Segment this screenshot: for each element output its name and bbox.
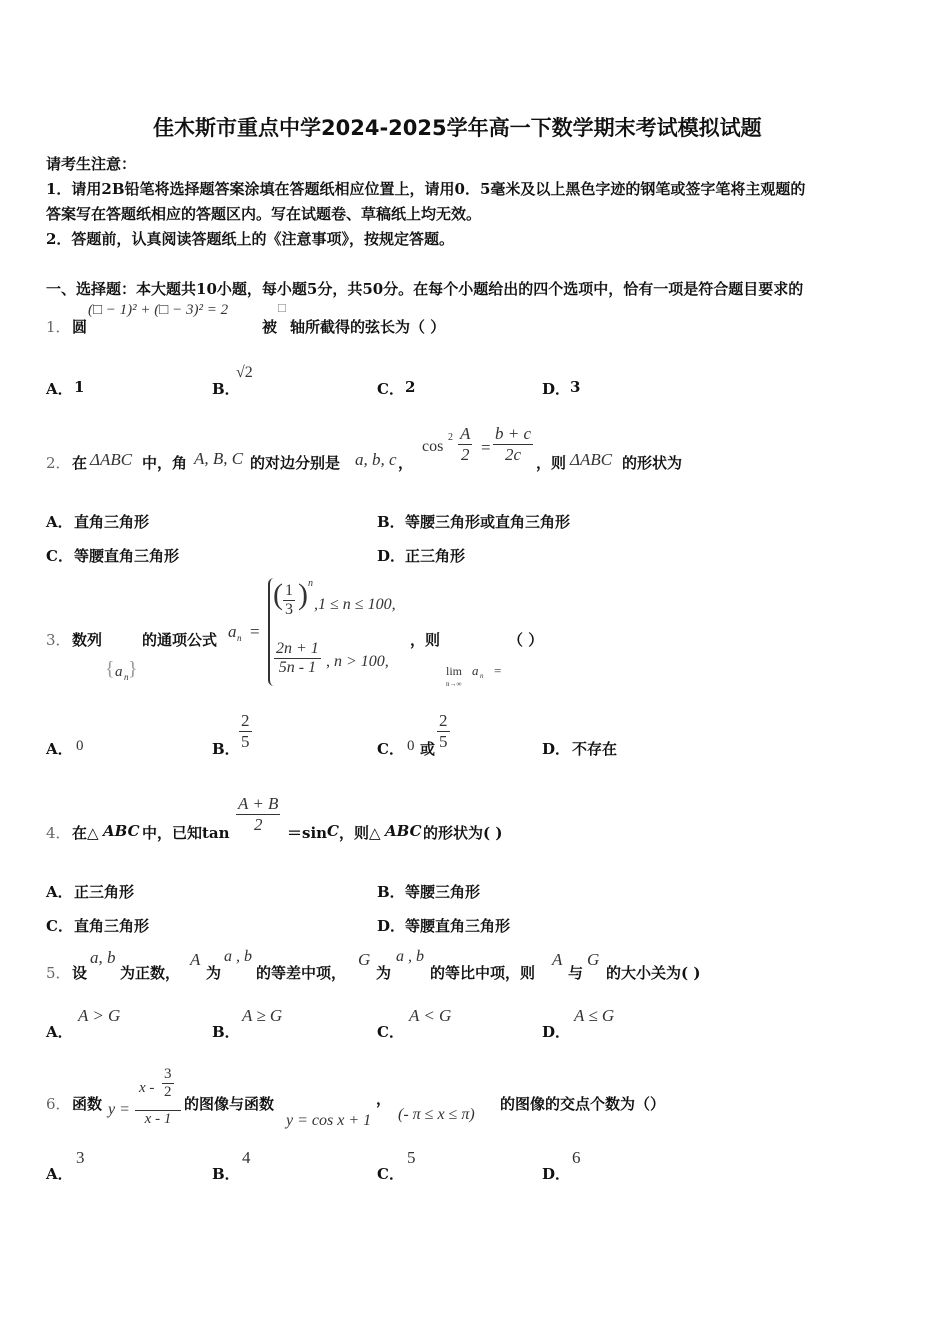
section-heading: 一、选择题：本大题共10小题，每小题5分，共50分。在每个小题给出的四个选项中，恰有一项是符合题目要求的 — [46, 280, 804, 298]
question-number: 3． — [46, 631, 71, 649]
domain-range: (- π ≤ x ≤ π) — [398, 1106, 475, 1123]
question-text: ＝sin — [287, 824, 328, 842]
option-b-label[interactable]: B． — [377, 883, 405, 901]
question-text: ， — [376, 1090, 392, 1108]
numerator: 2 — [439, 711, 448, 730]
exponent: 2 — [448, 432, 453, 443]
question-text: 在△ — [72, 824, 99, 842]
condition-1: ,1 ≤ n ≤ 100, — [314, 596, 396, 613]
option-a-label[interactable]: A． — [46, 740, 73, 758]
option-c-value — [437, 711, 450, 752]
option-a-value: 3 — [76, 1148, 85, 1167]
question-text: 的等比中项，则 — [430, 964, 536, 982]
numerator: 1 — [285, 582, 293, 599]
question-text: ，则△ — [339, 824, 381, 842]
variables-ab: a , b — [224, 948, 252, 965]
equals-sign: = — [250, 622, 260, 641]
question-text: 在 — [72, 454, 88, 472]
left-brace: { — [105, 658, 115, 680]
option-c-label[interactable]: C． — [46, 917, 73, 935]
page-title: 佳木斯市重点中学2024-2025学年高一下数学期末考试模拟试题 — [153, 116, 762, 140]
question-number: 4． — [46, 824, 71, 842]
question-number: 1． — [46, 318, 71, 336]
question-text: ，则 — [536, 454, 567, 472]
angles: A, B, C — [194, 449, 244, 468]
fraction-a-half — [458, 424, 472, 465]
option-d-value: 3 — [570, 378, 581, 396]
condition-2: , n > 100, — [326, 653, 389, 670]
limit-term: a — [472, 663, 479, 678]
question-text: 圆 — [72, 318, 88, 336]
option-d-label[interactable]: D． — [542, 1165, 571, 1183]
option-a-label[interactable]: A． — [46, 1165, 73, 1183]
option-c-label[interactable]: C． — [46, 547, 73, 565]
variables-ab: a, b — [90, 948, 116, 967]
question-number: 5． — [46, 964, 71, 982]
question-text: 与 — [568, 964, 584, 982]
option-c-label[interactable]: C． — [377, 740, 404, 758]
option-d-value: 正三角形 — [405, 547, 466, 565]
option-b-value: 等腰三角形或直角三角形 — [405, 513, 571, 531]
angle-c: C — [327, 822, 339, 840]
option-a-label[interactable]: A． — [46, 513, 73, 531]
notice-line-1a: 1．请用2B铅笔将选择题答案涂填在答题纸相应位置上，请用0．5毫米及以上黑色字迹的钢笔或签字笔将主观题的 — [46, 180, 806, 198]
function-fraction — [135, 1066, 181, 1128]
question-text: ， — [398, 454, 414, 472]
option-d-value: 6 — [572, 1148, 581, 1167]
numerator: A + B — [238, 794, 279, 813]
sides: a, b, c — [355, 450, 397, 469]
denominator: 3 — [285, 601, 293, 618]
notice-heading: 请考生注意： — [46, 155, 137, 173]
denominator: 5n - 1 — [274, 658, 321, 677]
option-d-label[interactable]: D． — [542, 380, 571, 398]
question-text: 设 — [72, 964, 88, 982]
option-c-label[interactable]: C． — [377, 1023, 404, 1041]
notice-line-2: 2．答题前，认真阅读答题纸上的《注意事项》，按规定答题。 — [46, 230, 454, 248]
subscript: n — [124, 672, 129, 682]
option-a-label[interactable]: A． — [46, 1023, 73, 1041]
option-b-label[interactable]: B． — [212, 380, 240, 398]
numerator — [135, 1066, 181, 1111]
question-text: 的图像与函数 — [184, 1095, 275, 1113]
option-a-value: 0 — [76, 738, 84, 754]
option-b-value: A ≥ G — [242, 1006, 283, 1025]
variable-a: A — [190, 950, 201, 969]
equals-sign: = — [494, 663, 502, 678]
fraction-bc — [493, 424, 533, 465]
subscript: n — [480, 672, 484, 680]
answer-paren: （ ） — [508, 631, 544, 649]
denominator: 2c — [493, 444, 533, 465]
triangle-name: ΔABC — [570, 450, 613, 469]
option-b-label[interactable]: B． — [212, 1165, 240, 1183]
option-c-or: 或 — [420, 740, 436, 758]
fraction-one-third — [283, 582, 295, 619]
notice-line-1b: 答案写在答题纸相应的答题区内。写在试题卷、草稿纸上均无效。 — [46, 205, 482, 223]
triangle-name: ABC — [103, 822, 140, 840]
option-d-label[interactable]: D． — [377, 547, 406, 565]
option-a-value: 1 — [74, 378, 85, 396]
question-text: 中，角 — [142, 454, 188, 472]
option-b-value — [239, 711, 252, 752]
option-b-value: 等腰三角形 — [405, 883, 481, 901]
question-text: ，则 — [410, 631, 441, 649]
denominator: 5 — [439, 732, 448, 751]
function-g: y = cos x + 1 — [286, 1112, 372, 1129]
option-c-label[interactable]: C． — [377, 1165, 404, 1183]
option-b-value: √2 — [236, 364, 253, 381]
fraction-three-halves — [162, 1066, 174, 1101]
question-text: 的对边分别是 — [250, 454, 341, 472]
variable-g: G — [358, 950, 371, 969]
left-paren: ( — [273, 578, 283, 611]
question-text: 的形状为( ) — [423, 824, 503, 842]
variable-g: G — [587, 950, 600, 969]
right-paren: ) — [298, 578, 308, 611]
exponent: n — [308, 578, 313, 589]
option-c-zero: 0 — [407, 738, 415, 754]
option-c-value: A < G — [409, 1006, 452, 1025]
option-c-value: 5 — [407, 1148, 416, 1167]
option-d-label[interactable]: D． — [542, 740, 571, 758]
question-text: 为正数， — [120, 964, 181, 982]
option-d-value: 等腰直角三角形 — [405, 917, 511, 935]
question-text: 数列 — [72, 631, 103, 649]
numerator: 2 — [241, 711, 250, 730]
denominator: 2 — [236, 814, 280, 835]
question-text: 函数 — [72, 1095, 103, 1113]
cos-symbol: cos — [422, 438, 444, 455]
option-d-label[interactable]: D． — [377, 917, 406, 935]
numerator: 3 — [164, 1066, 172, 1082]
option-b-value: 4 — [242, 1148, 251, 1167]
triangle-name: ΔABC — [90, 450, 133, 469]
triangle-name: ABC — [385, 822, 422, 840]
option-b-label[interactable]: B． — [212, 1023, 240, 1041]
fraction-a-plus-b — [236, 794, 280, 835]
denominator: x - 1 — [144, 1111, 172, 1127]
option-b-label[interactable]: B． — [212, 740, 240, 758]
question-text: 为 — [376, 964, 392, 982]
question-text: 被 — [262, 318, 278, 336]
question-text: 轴所截得的弦长为（ ） — [290, 318, 446, 336]
denominator: 2 — [458, 444, 472, 465]
question-text: 的图像的交点个数为（） — [500, 1095, 666, 1113]
subscript: n — [237, 633, 242, 643]
general-term: a — [228, 622, 237, 641]
question-number: 2． — [46, 454, 71, 472]
question-text: 的等差中项， — [256, 964, 347, 982]
circle-equation: (□ − 1)² + (□ − 3)² = 2 — [88, 302, 229, 318]
numerator-x: x - — [139, 1080, 155, 1096]
numerator: A — [460, 424, 471, 443]
limit-subscript: n→∞ — [446, 680, 462, 688]
question-text: 中，已知tan — [142, 824, 230, 842]
equals-sign: = — [481, 438, 491, 457]
limit-symbol: lim — [446, 664, 463, 678]
question-text: 的大小关为( ) — [606, 964, 701, 982]
numerator: 2n + 1 — [276, 640, 319, 657]
question-text: 的通项公式 — [142, 631, 218, 649]
question-text: 为 — [206, 964, 222, 982]
option-c-value: 等腰直角三角形 — [74, 547, 180, 565]
option-a-value: 直角三角形 — [74, 513, 150, 531]
option-d-value: 不存在 — [572, 740, 618, 758]
function-y: y = — [108, 1101, 130, 1118]
option-a-value: 正三角形 — [74, 883, 135, 901]
option-a-label[interactable]: A． — [46, 883, 73, 901]
option-a-label[interactable]: A． — [46, 380, 73, 398]
sequence-symbol: a — [115, 664, 123, 680]
option-c-label[interactable]: C． — [377, 380, 404, 398]
fraction-2n-plus-1 — [274, 640, 321, 677]
option-d-value: A ≤ G — [574, 1006, 615, 1025]
numerator: b + c — [495, 424, 532, 443]
right-brace: } — [128, 658, 138, 680]
option-a-value: A > G — [78, 1006, 121, 1025]
denominator: 2 — [164, 1084, 172, 1100]
variables-ab: a , b — [396, 948, 424, 965]
option-c-value: 2 — [405, 378, 416, 396]
question-text: 的形状为 — [622, 454, 683, 472]
option-c-value: 直角三角形 — [74, 917, 150, 935]
denominator: 5 — [241, 732, 250, 751]
question-number: 6． — [46, 1095, 71, 1113]
missing-symbol: □ — [278, 300, 286, 315]
option-b-label[interactable]: B． — [377, 513, 405, 531]
option-d-label[interactable]: D． — [542, 1023, 571, 1041]
variable-a: A — [552, 950, 563, 969]
